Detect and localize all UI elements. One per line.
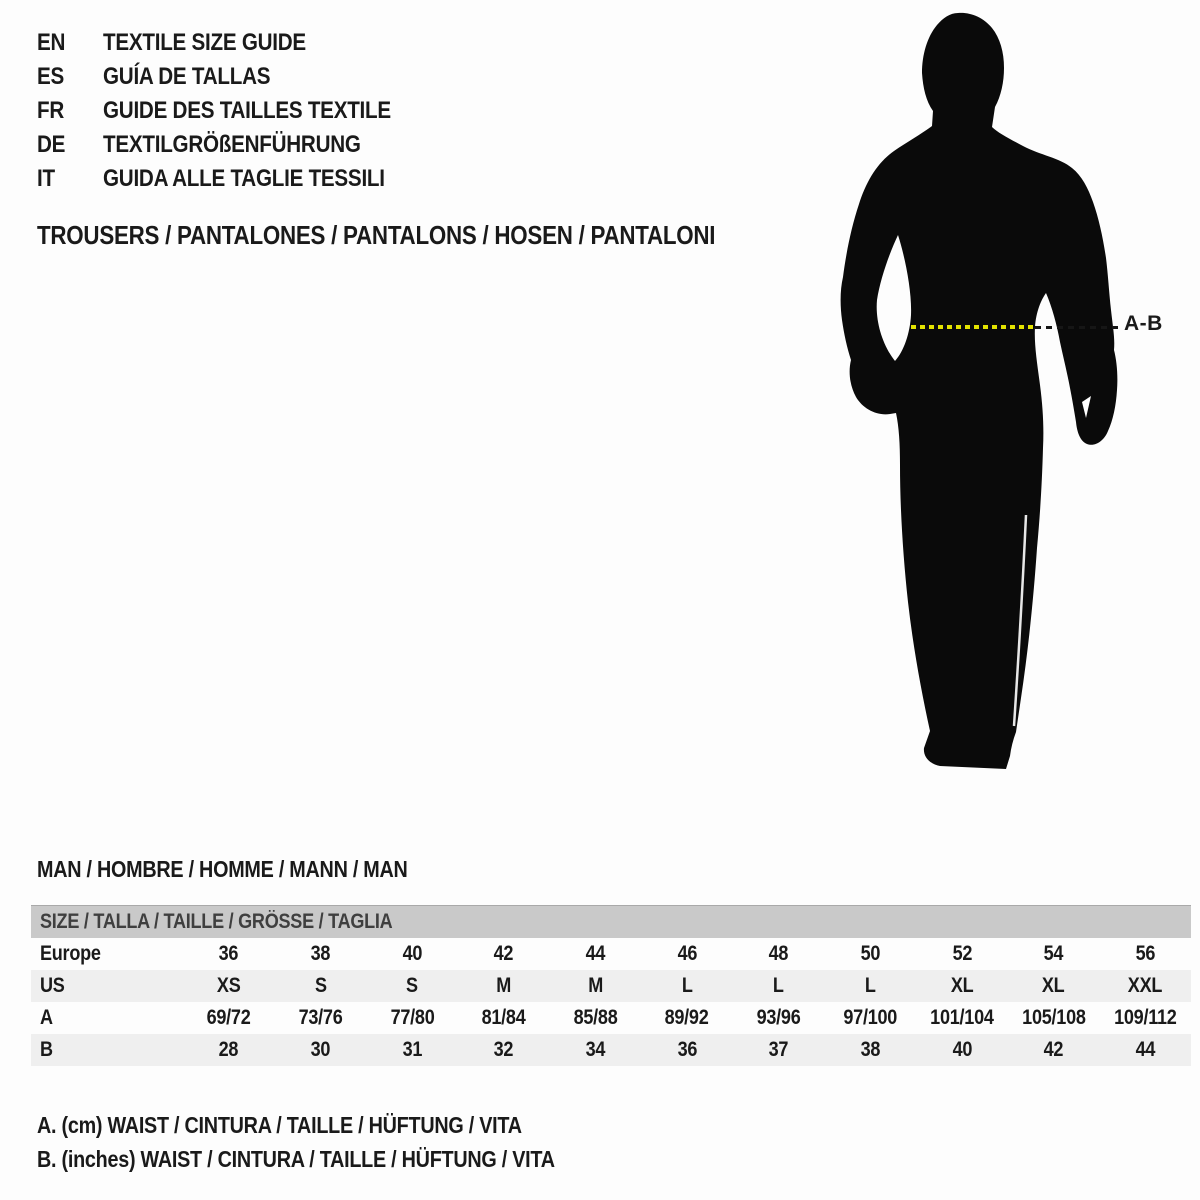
cell: M: [496, 974, 512, 997]
cell: S: [314, 974, 327, 997]
cell: 46: [677, 942, 697, 965]
language-code: FR: [37, 97, 65, 124]
guide-title-es: GUÍA DE TALLAS: [103, 63, 271, 90]
note-a-cm: A. (cm) WAIST / CINTURA / TAILLE / HÜFTUNG / VITA: [37, 1111, 522, 1138]
garment-title: TROUSERS / PANTALONES / PANTALONS / HOSEN / PANTALONI: [37, 220, 716, 250]
cell: 48: [768, 942, 789, 965]
cell: XL: [950, 974, 974, 997]
cell: 89/92: [665, 1006, 709, 1029]
cell: 36: [219, 942, 239, 965]
cell: 37: [768, 1038, 789, 1061]
language-row-fr: [37, 94, 438, 128]
cell: 54: [1043, 942, 1064, 965]
table-row-b-inches: [31, 1034, 1191, 1066]
cell: 109/112: [1113, 1006, 1177, 1029]
cell: 93/96: [756, 1006, 801, 1029]
cell: 44: [1135, 1038, 1155, 1061]
table-row-a-cm: [31, 1002, 1191, 1034]
language-code: ES: [37, 63, 65, 90]
cell: 38: [310, 942, 331, 965]
waist-measure-line-on-body: [911, 325, 1033, 329]
cell: 36: [677, 1038, 697, 1061]
cell: M: [587, 974, 603, 997]
cell: 42: [493, 942, 514, 965]
language-row-de: [37, 128, 438, 162]
cell: 40: [402, 942, 422, 965]
row-label: B: [40, 1038, 53, 1061]
waist-measure-line-extension: [1035, 326, 1121, 329]
table-row-us: [31, 970, 1191, 1002]
cell: 31: [402, 1038, 422, 1061]
guide-title-en: TEXTILE SIZE GUIDE: [103, 29, 306, 56]
cell: XL: [1042, 974, 1065, 997]
man-silhouette-figure: [820, 0, 1200, 800]
row-label: Europe: [40, 942, 101, 965]
cell: 42: [1043, 1038, 1064, 1061]
cell: 69/72: [206, 1006, 251, 1029]
cell: 73/76: [298, 1006, 343, 1029]
cell: 30: [310, 1038, 331, 1061]
cell: 56: [1135, 942, 1155, 965]
size-table: [31, 905, 1191, 1066]
table-row-europe: [31, 938, 1191, 970]
cell: 52: [952, 942, 972, 965]
cell: XS: [217, 974, 241, 997]
cell: XXL: [1127, 974, 1163, 997]
man-silhouette: [820, 0, 1200, 800]
cell: 85/88: [573, 1006, 618, 1029]
cell: 28: [219, 1038, 239, 1061]
measure-label-ab: A-B: [1124, 312, 1163, 335]
language-title-list: [37, 26, 438, 196]
guide-title-it: GUIDA ALLE TAGLIE TESSILI: [103, 165, 385, 192]
cell: 44: [585, 942, 606, 965]
cell: 81/84: [481, 1006, 526, 1029]
cell: 105/108: [1021, 1006, 1086, 1029]
size-table-header: SIZE / TALLA / TAILLE / GRÖSSE / TAGLIA: [31, 905, 1191, 938]
cell: S: [406, 974, 418, 997]
language-code: EN: [37, 29, 66, 56]
cell: 38: [860, 1038, 881, 1061]
cell: 101/104: [930, 1006, 994, 1029]
language-row-it: [37, 162, 438, 196]
cell: 77/80: [390, 1006, 435, 1029]
cell: 97/100: [843, 1006, 898, 1029]
note-b-inches: B. (inches) WAIST / CINTURA / TAILLE / HÜFTUNG / VITA: [37, 1145, 555, 1172]
language-row-es: [37, 60, 438, 94]
measurement-notes: [37, 1108, 639, 1176]
language-code: IT: [37, 165, 55, 192]
cell: L: [681, 974, 693, 997]
cell: 32: [493, 1038, 514, 1061]
cell: 50: [860, 942, 881, 965]
cell: 40: [952, 1038, 972, 1061]
section-title-man: MAN / HOMBRE / HOMME / MANN / MAN: [37, 856, 408, 882]
cell: L: [864, 974, 876, 997]
language-row-en: [37, 26, 438, 60]
row-label: A: [40, 1006, 53, 1029]
language-code: DE: [37, 131, 66, 158]
cell: L: [773, 974, 785, 997]
row-label: US: [40, 974, 65, 997]
guide-title-fr: GUIDE DES TAILLES TEXTILE: [103, 97, 391, 124]
cell: 34: [585, 1038, 606, 1061]
guide-title-de: TEXTILGRÖßENFÜHRUNG: [103, 131, 361, 158]
